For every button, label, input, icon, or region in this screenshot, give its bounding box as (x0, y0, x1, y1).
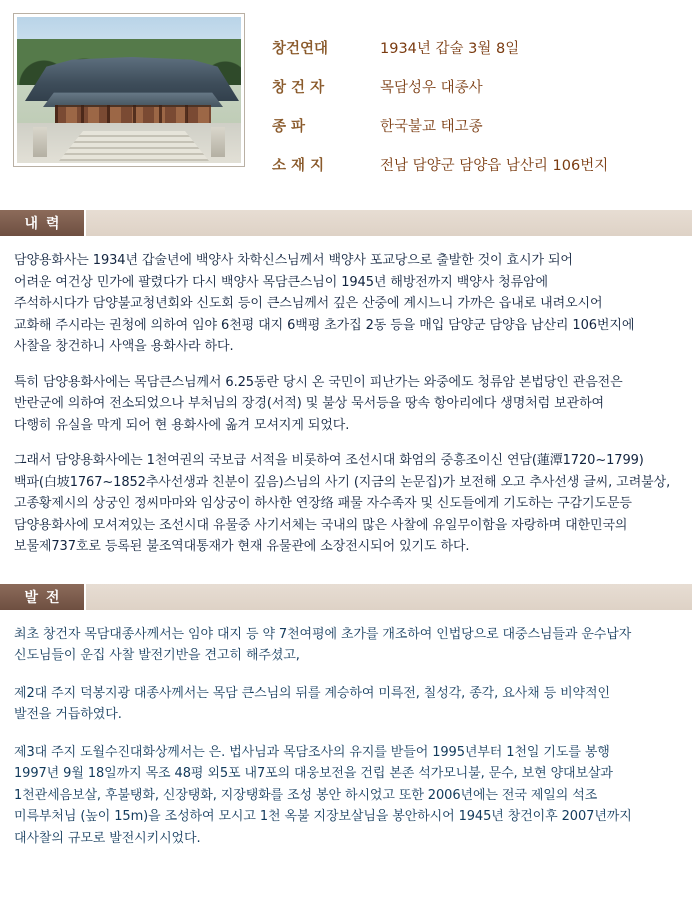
text-line: 담양용화사는 1934년 갑술년에 백양사 차학신스님께서 백양사 포교당으로 출발한 것이 효시가 되어 (14, 253, 573, 268)
text-line: 다행히 유실을 막게 되어 현 용화사에 옮겨 모셔지게 되었다. (14, 417, 350, 433)
paragraph (14, 683, 686, 726)
table-row (272, 67, 608, 106)
table-row (272, 28, 608, 67)
photo-stone-lantern-left (33, 127, 47, 157)
temple-main-hall-photo (14, 14, 244, 166)
section-header-development (0, 584, 700, 610)
temple-summary-block (0, 0, 700, 184)
paragraph (14, 372, 686, 437)
text-line: 특히 담양용화사에는 목담큰스님께서 6.25동란 당시 온 국민이 피난가는 와중에도 청류암 본법당인 관음전은 (14, 374, 623, 390)
text-line: 반란군에 의하여 전소되었으나 부처님의 장경(서적) 및 불상 묵서등을 땅속 항아리에다 생명처럼 보관하여 (14, 396, 604, 411)
info-value-location: 전남 담양군 담양읍 남산리 106번지 (380, 158, 609, 174)
paragraph (14, 250, 686, 358)
text-line: 1997년 9월 18일까지 목조 48평 외5포 내7포의 대웅보전을 건립 본존 석가모니불, 문수, 보현 양대보살과 (14, 766, 613, 781)
table-row (272, 145, 608, 184)
info-label-sect: 종 파 (272, 119, 306, 135)
info-label-location: 소 재 지 (272, 158, 325, 174)
section-title-history: 내력 (0, 210, 86, 236)
text-line: 1천관세음보살, 후불탱화, 신장탱화, 지장탱화를 조성 봉안 하시었고 또한 2006년에는 전국 제일의 석조 (14, 787, 598, 803)
table-row (272, 106, 608, 145)
section-divider-bar (86, 210, 692, 236)
text-line: 고종황제시의 상궁인 정씨마마와 임상궁이 하사한 연장络 패물 자수족자 및 신도들에게 기도하는 구감기도문등 (14, 496, 632, 511)
info-value-founder: 목담성우 대종사 (380, 80, 483, 96)
text-line: 교화해 주시라는 권청에 의하여 임야 6천평 대지 6백평 초가집 2동 등을 매입 담양군 담양읍 남산리 106번지에 (14, 317, 635, 333)
history-body-text (0, 250, 700, 558)
text-line: 사찰을 창건하니 사액을 용화사라 하다. (14, 339, 234, 354)
photo-stone-lantern-right (211, 127, 225, 157)
text-line: 신도님들이 운집 사찰 발전기반을 견고히 해주셨고, (14, 648, 300, 663)
text-line: 최초 창건자 목담대종사께서는 임야 대지 등 약 7천여평에 초가를 개조하여 인법당으로 대중스님들과 운수납자 (14, 626, 632, 642)
text-line: 어려운 여건상 민가에 팔렸다가 다시 백양사 목담큰스님이 1945년 해방전까지 백양사 청류암에 (14, 274, 548, 290)
photo-stairs (59, 131, 209, 161)
info-label-founder: 창 건 자 (272, 80, 325, 96)
info-value-sect: 한국불교 태고종 (380, 119, 483, 135)
text-line: 제2대 주지 덕봉지광 대종사께서는 목담 큰스님의 뒤를 계승하여 미륵전, 칠성각, 종각, 요사채 등 비약적인 (14, 685, 610, 701)
paragraph (14, 624, 686, 667)
text-line: 보물제737호로 등록된 불조역대통재가 현재 유물관에 소장전시되어 있기도 하다. (14, 539, 470, 554)
text-line: 제3대 주지 도월수진대화상께서는 은. 법사님과 목담조사의 유지를 받들어 1995년부터 1천일 기도를 봉행 (14, 744, 610, 760)
text-line: 주석하시다가 담양불교청년회와 신도회 등이 큰스님께서 깊은 산중에 계시느니 가까은 읍내로 내려오시어 (14, 296, 603, 311)
text-line: 그래서 담양용화사에는 1천여권의 국보급 서적을 비롯하여 조선시대 화엄의 중흥조이신 연담(蓮潭1720~1799) (14, 453, 644, 468)
info-value-founding-year: 1934년 갑술 3월 8일 (380, 41, 520, 57)
section-divider-bar (86, 584, 692, 610)
text-line: 백파(白坡1767~1852추사선생과 친분이 깊음)스님의 사기 (지금의 논문집)가 보전해 오고 추사선생 글씨, 고려불상, (14, 474, 671, 490)
info-label-founding-year: 창건연대 (272, 41, 329, 57)
temple-info-table (272, 28, 608, 184)
text-line: 대사찰의 규모로 발전시키시었다. (14, 830, 201, 846)
text-line: 담양용화사에 모셔져있는 조선시대 유물중 사기서체는 국내의 많은 사찰에 유일무이함을 자랑하며 대한민국의 (14, 517, 628, 533)
text-line: 발전을 거듭하였다. (14, 707, 122, 722)
paragraph (14, 742, 686, 850)
paragraph (14, 450, 686, 558)
development-body-text (0, 624, 700, 850)
section-title-development: 발전 (0, 584, 86, 610)
text-line: 미륵부처님 (높이 15m)을 조성하여 모시고 1천 옥불 지장보살님을 봉안하시어 1945년 창건이후 2007년까지 (14, 809, 632, 824)
section-header-history (0, 210, 700, 236)
